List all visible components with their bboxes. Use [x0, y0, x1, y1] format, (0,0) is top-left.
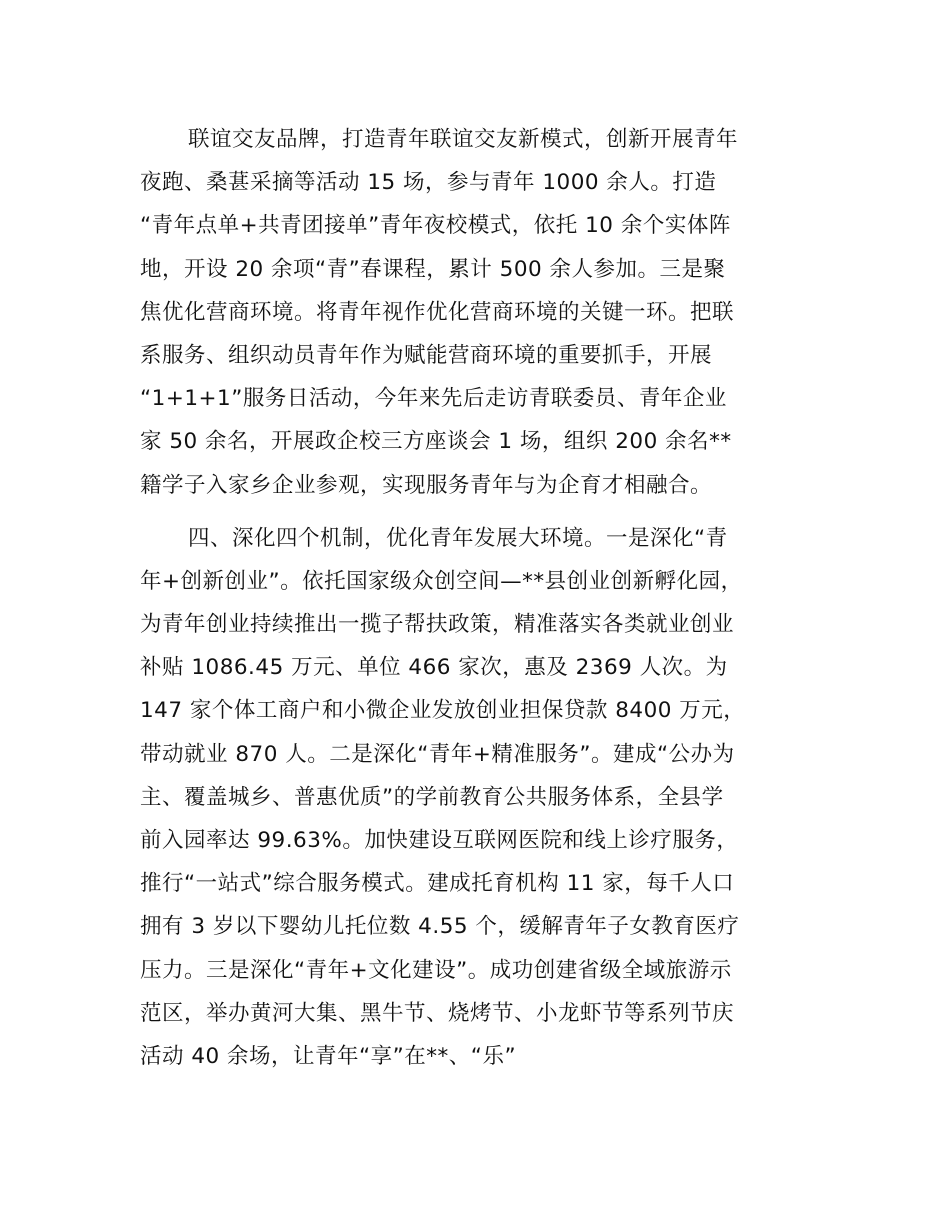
paragraph-2 — [140, 517, 840, 1078]
text-line: 联谊交友品牌，打造青年联谊交友新模式，创新开展青年 — [188, 127, 739, 152]
text-line: 年+创新创业”。依托国家级众创空间—**县创业创新孵化园， — [140, 568, 743, 594]
text-line: 压力。三是深化“青年+文化建设”。成功创建省级全域旅游示 — [140, 957, 732, 983]
text-line: 带动就业 870 人。二是深化“青年+精准服务”。建成“公办为 — [140, 741, 735, 767]
text-line: 补贴 1086.45 万元、单位 466 家次，惠及 2369 人次。为 — [140, 655, 728, 681]
text-line: 夜跑、桑葚采摘等活动 15 场，参与青年 1000 余人。打造 — [140, 170, 717, 196]
text-line: “青年点单+共青团接单”青年夜校模式，依托 10 余个实体阵 — [140, 213, 731, 239]
text-line: “1+1+1”服务日活动，今年来先后走访青联委员、青年企业 — [140, 386, 727, 412]
text-line: 四、深化四个机制，优化青年发展大环境。一是深化“青 — [188, 525, 728, 551]
text-line: 活动 40 余场，让青年“享”在**、“乐” — [140, 1043, 517, 1069]
text-line: 家 50 余名，开展政企校三方座谈会 1 场，组织 200 余名** — [140, 429, 732, 455]
text-line: 前入园率达 99.63%。加快建设互联网医院和线上诊疗服务， — [140, 828, 739, 853]
text-line: 147 家个体工商户和小微企业发放创业担保贷款 8400 万元， — [140, 698, 746, 724]
text-line: 主、覆盖城乡、普惠优质”的学前教育公共服务体系，全县学 — [140, 784, 724, 810]
document-body — [140, 118, 840, 1078]
paragraph-1 — [140, 118, 840, 507]
text-line: 籍学子入家乡企业参观，实现服务青年与为企育才相融合。 — [140, 472, 713, 498]
text-line: 推行“一站式”综合服务模式。建成托育机构 11 家，每千人口 — [140, 871, 735, 897]
text-line: 为青年创业持续推出一揽子帮扶政策，精准落实各类就业创业 — [140, 612, 735, 638]
text-line: 地，开设 20 余项“青”春课程，累计 500 余人参加。三是聚 — [140, 256, 726, 282]
text-line: 焦优化营商环境。将青年视作优化营商环境的关键一环。把联 — [140, 299, 735, 325]
text-line: 范区，举办黄河大集、黑牛节、烧烤节、小龙虾节等系列节庆 — [140, 1000, 735, 1026]
text-line: 系服务、组织动员青年作为赋能营商环境的重要抓手，开展 — [140, 342, 713, 368]
text-line: 拥有 3 岁以下婴幼儿托位数 4.55 个，缓解青年子女教育医疗 — [140, 914, 740, 940]
